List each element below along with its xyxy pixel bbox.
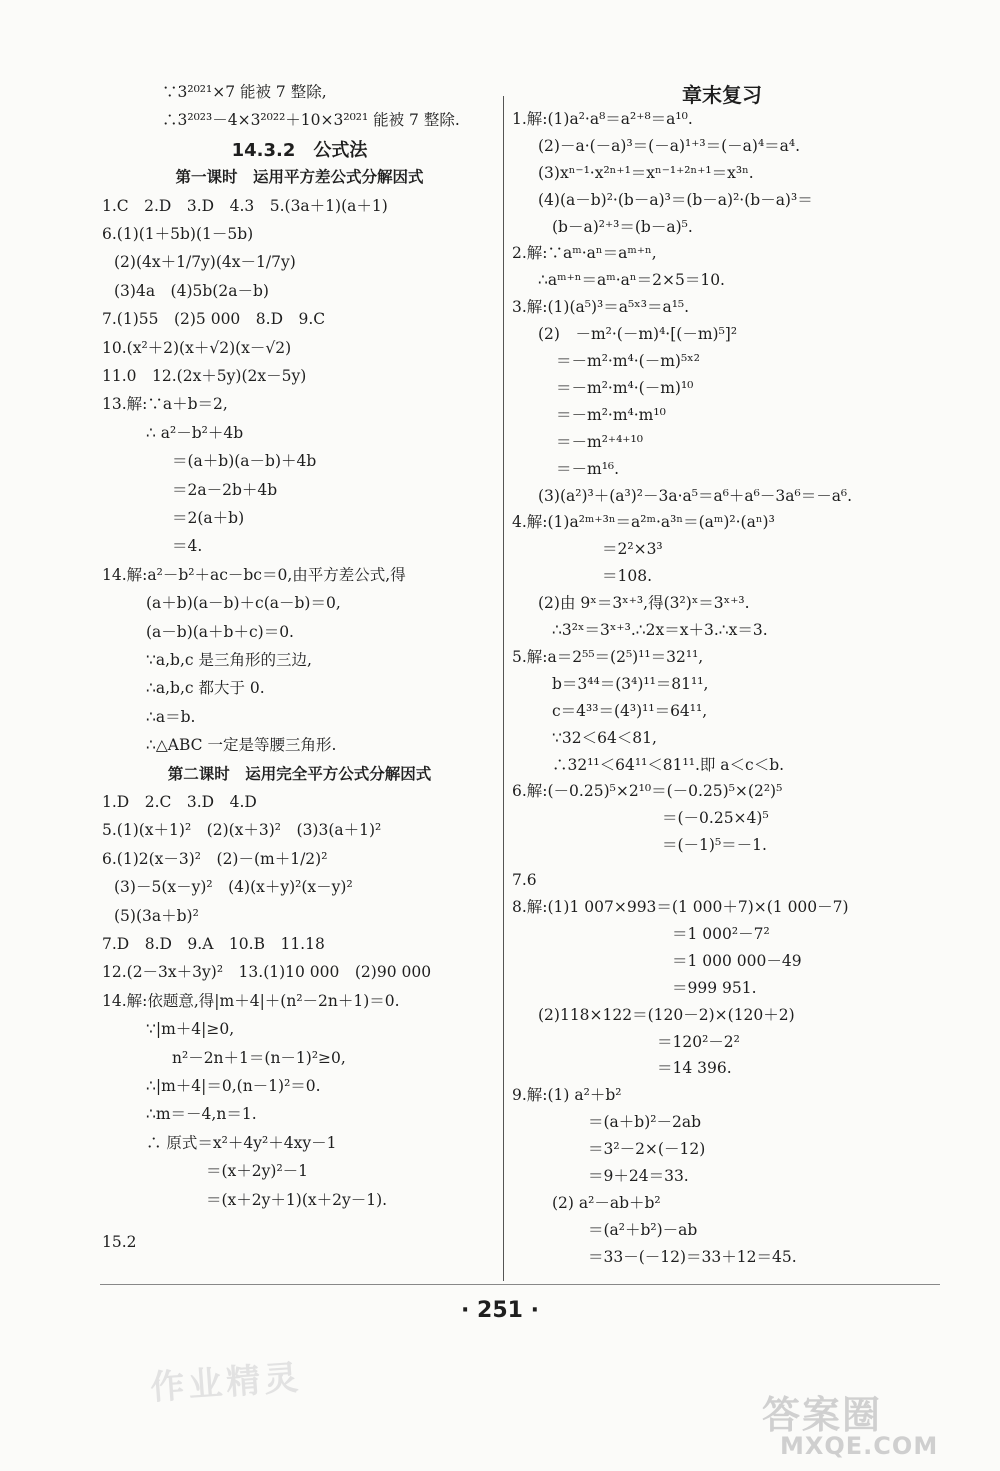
answer-line: n²－2n＋1＝(n－1)²≥0, xyxy=(172,1048,346,1067)
answer-line: (2) －m²·(－m)⁴·[(－m)⁵]² xyxy=(538,325,738,344)
answer-line: ∴ 原式＝x²＋4y²＋4xy－1 xyxy=(146,1133,337,1152)
section-heading: 第二课时 运用完全平方公式分解因式 xyxy=(167,764,432,783)
answer-line: 14.解:依题意,得|m＋4|＋(n²－2n＋1)＝0. xyxy=(102,991,400,1010)
answer-line: 6.(1)2(x－3)² (2)－(m＋1/2)² xyxy=(102,849,328,868)
section-heading: 章末复习 xyxy=(682,83,762,107)
watermark-url: MXQE.COM xyxy=(780,1432,939,1460)
answer-line: (3)xⁿ⁻¹·x²ⁿ⁺¹＝xⁿ⁻¹⁺²ⁿ⁺¹＝x³ⁿ. xyxy=(538,163,754,182)
answer-line: ＝999 951. xyxy=(672,978,757,997)
answer-line: (2) a²－ab＋b² xyxy=(552,1193,661,1212)
answer-line: 12.(2－3x＋3y)² 13.(1)10 000 (2)90 000 xyxy=(102,963,432,982)
answer-line: 7.(1)55 (2)5 000 8.D 9.C xyxy=(102,310,326,329)
answer-line: c＝4³³＝(4³)¹¹＝64¹¹, xyxy=(552,701,708,720)
answer-line: 6.解:(－0.25)⁵×2¹⁰＝(－0.25)⁵×(2²)⁵ xyxy=(512,782,783,801)
page-number: · 251 · xyxy=(461,1298,539,1323)
answer-line: 1.解:(1)a²·a⁸＝a²⁺⁸＝a¹⁰. xyxy=(512,109,693,128)
answer-line: ＝(a＋b)(a－b)＋4b xyxy=(172,452,317,471)
answer-line: ＝－m²⁺⁴⁺¹⁰ xyxy=(556,432,643,451)
answer-line: ∴ a²－b²＋4b xyxy=(146,423,244,442)
answer-line: (2)由 9ˣ＝3ˣ⁺³,得(3²)ˣ＝3ˣ⁺³. xyxy=(538,594,750,613)
answer-line: ∴3²ˣ＝3ˣ⁺³.∴2x＝x＋3.∴x＝3. xyxy=(552,621,768,639)
answer-line: (2)(4x＋1/7y)(4x－1/7y) xyxy=(114,253,296,272)
answer-line: 1.D 2.C 3.D 4.D xyxy=(102,793,257,811)
answer-line: ＝－m²·m⁴·(－m)⁵ˣ² xyxy=(556,352,700,370)
watermark-right: 答案圈 xyxy=(762,1393,883,1437)
answer-line: ∴m＝－4,n＝1. xyxy=(146,1105,257,1124)
answer-line: (3)4a (4)5b(2a－b) xyxy=(114,281,269,300)
answer-line: ＝1 000 000－49 xyxy=(672,951,802,970)
answer-line: 5.(1)(x＋1)² (2)(x＋3)² (3)3(a＋1)² xyxy=(102,821,382,840)
answer-line: 14.解:a²－b²＋ac－bc＝0,由平方差公式,得 xyxy=(102,565,406,584)
answer-line: ＝1 000²－7² xyxy=(672,924,770,943)
section-heading: 第一课时 运用平方差公式分解因式 xyxy=(175,168,424,187)
answer-line: (b－a)²⁺³＝(b－a)⁵. xyxy=(552,217,693,236)
answer-line: (5)(3a＋b)² xyxy=(114,906,199,925)
answer-line: 3.解:(1)(a⁵)³＝a⁵ˣ³＝a¹⁵. xyxy=(512,298,690,317)
answer-line: (3)－5(x－y)² (4)(x＋y)²(x－y)² xyxy=(114,878,353,897)
answer-line: ＝－m²·m⁴·(－m)¹⁰ xyxy=(556,378,694,397)
answer-line: ∵|m＋4|≥0, xyxy=(146,1020,235,1039)
answer-line: ＝(x＋2y)²－1 xyxy=(206,1162,309,1181)
answer-line: 10.(x²＋2)(x＋√2)(x－√2) xyxy=(102,338,292,357)
answer-line: ＝108. xyxy=(602,567,653,586)
answer-line: 8.解:(1)1 007×993＝(1 000＋7)×(1 000－7) xyxy=(512,898,849,916)
answer-line: 13.解:∵a＋b＝2, xyxy=(102,395,228,414)
answer-line: 5.解:a＝2⁵⁵＝(2⁵)¹¹＝32¹¹, xyxy=(512,647,704,666)
answer-line: 4.解:(1)a²ᵐ⁺³ⁿ＝a²ᵐ·a³ⁿ＝(aᵐ)²·(aⁿ)³ xyxy=(512,513,775,532)
answer-line: 2.解:∵aᵐ·aⁿ＝aᵐ⁺ⁿ, xyxy=(512,244,657,263)
answer-line: (3)(a²)³＋(a³)²－3a·a⁵＝a⁶＋a⁶－3a⁶＝－a⁶. xyxy=(538,486,853,505)
answer-line: 11.0 12.(2x＋5y)(2x－5y) xyxy=(102,367,307,385)
answer-line: 7.6 xyxy=(512,871,537,890)
answer-line: ＝－m²·m⁴·m¹⁰ xyxy=(556,405,666,424)
answer-line: ＝(－1)⁵＝－1. xyxy=(662,836,767,855)
section-heading: 14.3.2 公式法 xyxy=(231,139,368,161)
answer-line: 6.(1)(1＋5b)(1－5b) xyxy=(102,225,254,243)
answer-line: ∴a,b,c 都大于 0. xyxy=(146,679,265,698)
column-divider xyxy=(503,96,504,1281)
answer-line: ＝3²－2×(－12) xyxy=(588,1140,706,1159)
watermark-left: 作业精灵 xyxy=(149,1357,304,1409)
answer-line: 15.2 xyxy=(102,1233,137,1251)
answer-line: ＝－m¹⁶. xyxy=(556,459,620,478)
answer-line: ∵a,b,c 是三角形的三边, xyxy=(146,651,312,669)
answer-line: (a－b)(a＋b＋c)＝0. xyxy=(146,622,294,641)
answer-line: b＝3⁴⁴＝(3⁴)¹¹＝81¹¹, xyxy=(552,674,709,693)
answer-line: ∴a＝b. xyxy=(146,707,196,726)
answer-line: ＝2²×3³ xyxy=(602,540,663,559)
answer-line: (a＋b)(a－b)＋c(a－b)＝0, xyxy=(146,594,341,613)
answer-line: ＝(a＋b)²－2ab xyxy=(588,1113,701,1132)
answer-line: ＝(x＋2y＋1)(x＋2y－1). xyxy=(206,1190,388,1209)
answer-line: ∴3²⁰²³－4×3²⁰²²＋10×3²⁰²¹ 能被 7 整除. xyxy=(162,111,460,130)
answer-line: ＝(a²＋b²)－ab xyxy=(588,1220,698,1239)
answer-line: ＝2a－2b＋4b xyxy=(172,480,278,499)
answer-line: ∴△ABC 一定是等腰三角形. xyxy=(146,736,337,755)
answer-line: ＝14 396. xyxy=(657,1059,732,1078)
answer-line: ＝4. xyxy=(172,537,203,556)
answer-line: ＝(－0.25×4)⁵ xyxy=(662,809,769,828)
answer-line: ＝2(a＋b) xyxy=(172,509,245,527)
answer-line: ∴aᵐ⁺ⁿ＝aᵐ·aⁿ＝2×5＝10. xyxy=(538,271,725,290)
answer-line: (4)(a－b)²·(b－a)³＝(b－a)²·(b－a)³＝ xyxy=(538,190,813,209)
footer-rule xyxy=(100,1284,940,1285)
answer-line: ＝120²－2² xyxy=(657,1032,740,1051)
answer-line: ＝9＋24＝33. xyxy=(588,1167,689,1185)
answer-line: (2)118×122＝(120－2)×(120＋2) xyxy=(538,1005,795,1024)
answer-line: 1.C 2.D 3.D 4.3 5.(3a＋1)(a＋1) xyxy=(102,196,388,215)
answer-line: ∵32＜64＜81, xyxy=(552,728,657,747)
answer-line: ∴32¹¹＜64¹¹＜81¹¹.即 a＜c＜b. xyxy=(552,755,785,774)
answer-line: ＝33－(－12)＝33＋12＝45. xyxy=(588,1247,797,1266)
answer-line: ∵3²⁰²¹×7 能被 7 整除, xyxy=(162,83,327,101)
answer-line: (2)－a·(－a)³＝(－a)¹⁺³＝(－a)⁴＝a⁴. xyxy=(538,136,801,155)
answer-line: ∴|m＋4|＝0,(n－1)²＝0. xyxy=(146,1077,321,1095)
answer-line: 7.D 8.D 9.A 10.B 11.18 xyxy=(102,935,325,953)
answer-line: 9.解:(1) a²＋b² xyxy=(512,1086,622,1105)
